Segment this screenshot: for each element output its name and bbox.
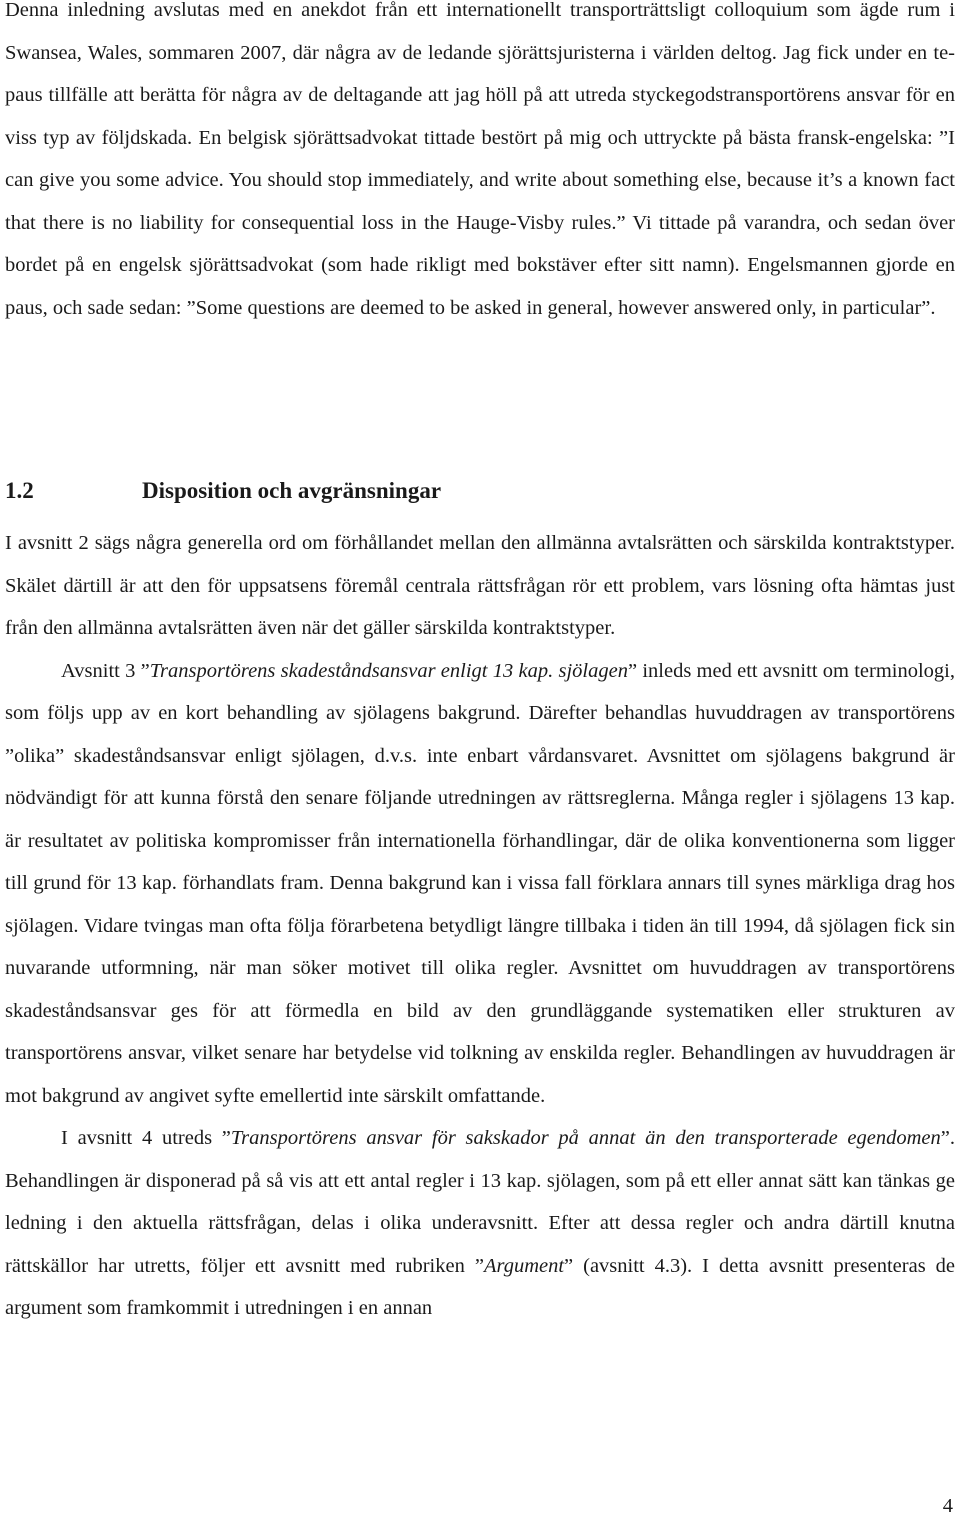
intro-paragraph: [5, 0, 955, 329]
paragraph-section-2-text: I avsnitt 2 sägs några generella ord om förhållandet mellan den allmänna avtalsrätten och särskilda kontraktstyper. Skälet därtill är att den för uppsatsens föremål centrala rättsfrågan rör ett problem, vars lösning ofta hämtas just från den allmänna avtalsrätten även när det gäller särskilda kontraktstyper.: [5, 532, 955, 639]
paragraph-section-3-title: Transportörens skadeståndsansvar enligt 13 kap. sjölagen: [149, 659, 628, 682]
paragraph-section-4: [5, 1117, 955, 1330]
paragraph-section-3-before: Avsnitt 3 ”: [61, 659, 150, 682]
section-heading: [5, 473, 955, 509]
intro-paragraph-text: Denna inledning avslutas med en anekdot från ett internationellt transporträttsligt colloquium som ägde rum i Swansea, Wales, sommaren 2007, där några av de ledande sjörättsjuristerna i världen deltog. Jag fick under en te-paus tillfälle att berätta för några av de deltagande att jag höll på att utreda styckegodstransportörens ansvar för en viss typ av följdskada. En belgisk sjörättsadvokat tittade bestört på mig och uttryckte på bästa fransk-engelska: ”I can give you some advice. You should stop immediately, and write about something else, because it’s a known fact that there is no liability for consequential loss in the Hauge-Visby rules.” Vi tittade på varandra, och sedan över bordet på en engelsk sjörättsadvokat (som hade rikligt med bokstäver efter sitt namn). Engelsmannen gjorde en paus, och sade sedan: ”Some questions are deemed to be asked in general, however answered only, in particular”.: [5, 0, 955, 319]
section-body: [5, 522, 955, 1330]
paragraph-section-4-middle: ”. Behandlingen är disponerad på så vis att ett antal regler i 13 kap. sjölagen, som på ett eller annat sätt kan tänkas ge ledning i den aktuella rättsfrågan, delas i olika underavsnitt. Efter att dessa regler och andra därtill knutna rättskällor har utretts, följer ett avsnitt med rubriken ”: [5, 1127, 955, 1277]
paragraph-section-3-after: ” inleds med ett avsnitt om terminologi, som följs upp av en kort behandling av sjölagens bakgrund. Därefter behandlas huvuddragen av transportörens ”olika” skadeståndsansvar enligt sjölagen, d.v.s. inte enbart vårdansvaret. Avsnittet om sjölagens bakgrund är nödvändigt för att kunna förstå den senare följande utredningen av rättsreglerna. Många regler i sjölagens 13 kap. är resultatet av politiska kompromisser från internationella förhandlingar, där de olika konventionerna som ligger till grund för 13 kap. förhandlats fram. Denna bakgrund kan i vissa fall förklara annars till synes märkliga drag hos sjölagen. Vidare tvingas man ofta följa förarbetena betydligt längre tillbaka i tiden än till 1994, då sjölagen fick sin nuvarande utformning, när man söker motivet till olika regler. Avsnittet om huvuddragen av transportörens skadeståndsansvar ges för att förmedla en bild av den grundläggande systematiken eller strukturen av transportörens ansvar, vilket senare har betydelse vid tolkning av enskilda regler. Behandlingen av huvuddragen är mot bakgrund av angivet syfte emellertid inte särskilt omfattande.: [5, 659, 956, 1107]
paragraph-section-4-before: I avsnitt 4 utreds ”: [61, 1127, 231, 1149]
section-number: 1.2: [5, 478, 34, 503]
paragraph-section-4-after: ” (avsnitt 4.3). I detta avsnitt presenteras de argument som framkommit i utredningen i en annan: [5, 1254, 956, 1319]
paragraph-section-2: [5, 522, 955, 650]
paragraph-section-4-argument: Argument: [483, 1254, 565, 1277]
paragraph-section-3: [5, 650, 955, 1118]
section-title: Disposition och avgränsningar: [142, 478, 442, 503]
page-number: 4: [942, 1495, 953, 1517]
paragraph-section-4-title: Transportörens ansvar för sakskador på annat än den transporterade egendomen: [230, 1127, 941, 1149]
